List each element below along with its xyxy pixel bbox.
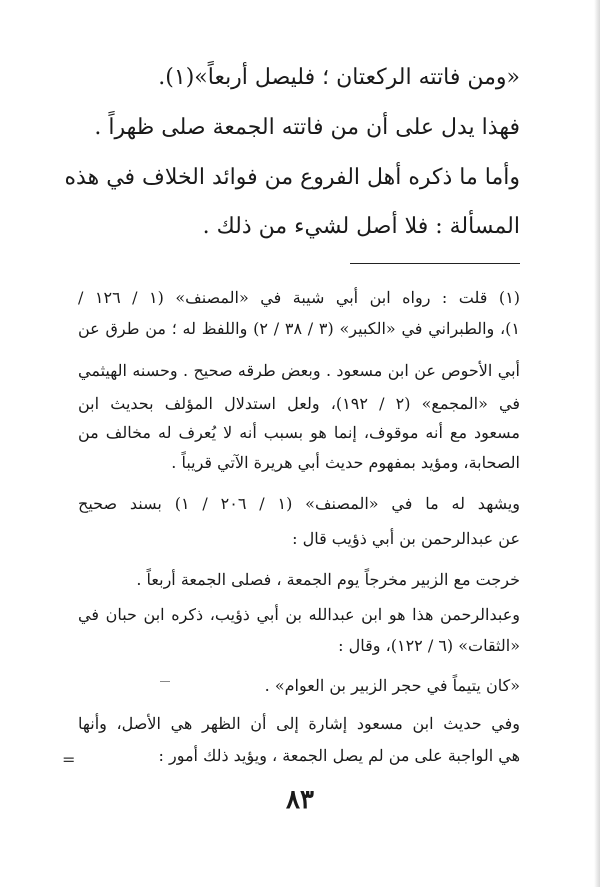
main-text-line-4: المسألة : فلا أصل لشيء من ذلك . <box>202 214 520 239</box>
footnote-line: الصحابة، ومؤيد بمفهوم حديث أبي هريرة الآتي قريباً . <box>171 453 520 472</box>
footnote-line: «الثقات» (٦ / ١٢٢)، وقال : <box>338 636 520 655</box>
footnote-line: (١) قلت : رواه ابن أبي شيبة في «المصنف» (١ / ١٢٦ / <box>78 288 521 307</box>
footnote-line: ويشهد له ما في «المصنف» (١ / ٢٠٦ / ١) بسند صحيح <box>78 494 521 513</box>
footnote-line: عن عبدالرحمن بن أبي ذؤيب قال : <box>292 529 520 548</box>
footnote-line: «كان يتيماً في حجر الزبير بن العوام» . <box>264 676 520 695</box>
main-text-line-1: «ومن فاتته الركعتان ؛ فليصل أربعاً»(١). <box>158 65 520 90</box>
page-number: ٨٣ <box>286 785 314 815</box>
main-text-line-2: فهذا يدل على أن من فاتته الجمعة صلى ظهراً . <box>94 115 520 140</box>
footnote-line: مسعود مع أنه موقوف، إنما هو بسبب أنه لا يُعرف له مخالف من <box>78 423 520 442</box>
footnote-line: هي الواجبة على من لم يصل الجمعة ، ويؤيد ذلك أمور : <box>158 746 520 765</box>
margin-mark: = <box>62 750 76 769</box>
footnote-separator-rule <box>350 263 520 264</box>
footnote-line: ١)، والطبراني في «الكبير» (٣ / ٣٨ / ٢) واللفظ له ؛ من طرق عن <box>78 319 521 338</box>
main-text-line-3: وأما ما ذكره أهل الفروع من فوائد الخلاف في هذه <box>64 165 520 190</box>
footnote-line: خرجت مع الزبير مخرجاً يوم الجمعة ، فصلى الجمعة أربعاً . <box>136 570 520 589</box>
footnote-line: وفي حديث ابن مسعود إشارة إلى أن الظهر هي الأصل، وأنها <box>78 714 520 733</box>
page-edge-shadow <box>594 0 600 887</box>
footnote-line: في «المجمع» (٢ / ١٩٢)، ولعل استدلال المؤلف بحديث ابن <box>78 394 521 413</box>
footnote-line: وعبدالرحمن هذا هو ابن عبدالله بن أبي ذؤيب، ذكره ابن حبان في <box>78 605 520 624</box>
footnote-line: أبي الأحوص عن ابن مسعود . وبعض طرقه صحيح . وحسنه الهيثمي <box>78 361 520 380</box>
ink-smudge <box>160 681 170 682</box>
